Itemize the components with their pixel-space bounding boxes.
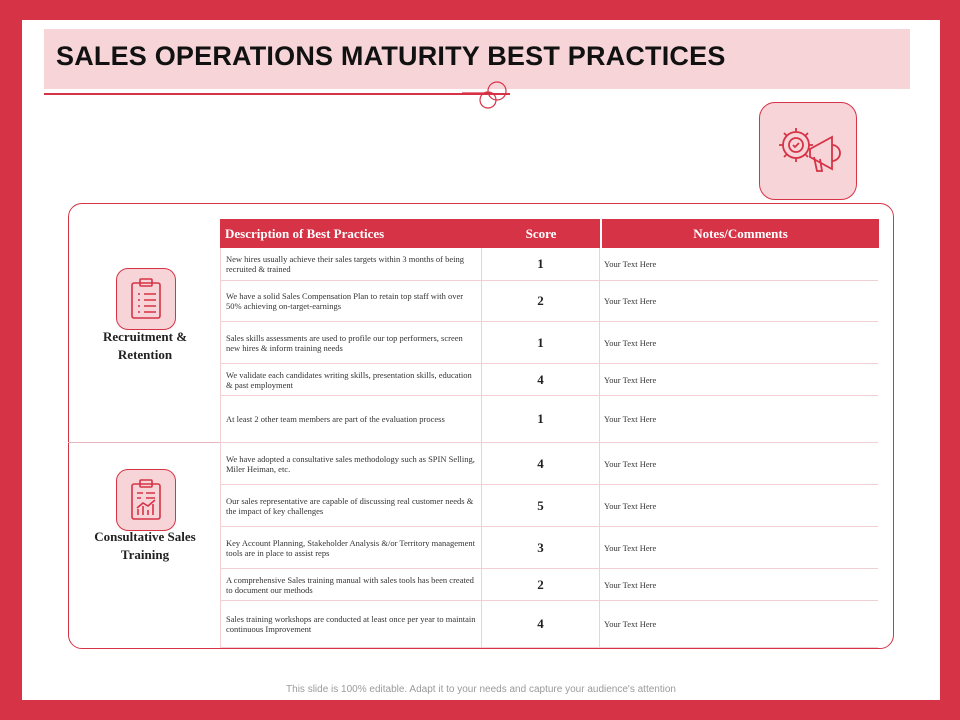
table-row — [220, 396, 878, 443]
practice-description: We have adopted a consultative sales methodology such as SPIN Selling, Miler Heiman, etc. — [220, 443, 482, 484]
notes-cell: Your Text Here — [604, 458, 657, 469]
table-row — [220, 443, 878, 485]
group-label-training: Consultative Sales Training — [94, 529, 196, 562]
table-row — [220, 527, 878, 569]
table-row — [220, 485, 878, 527]
score-value: 3 — [482, 527, 600, 568]
score-value: 4 — [482, 443, 600, 484]
notes-cell: Your Text Here — [604, 296, 657, 306]
score-value: 5 — [482, 485, 600, 526]
table-row — [220, 322, 878, 364]
score-value: 1 — [482, 322, 600, 363]
table-row — [220, 281, 878, 322]
score-value: 4 — [482, 601, 600, 647]
column-header-score: Score — [482, 219, 600, 248]
title-underline — [44, 93, 510, 95]
column-header-notes: Notes/Comments — [601, 219, 879, 248]
slide — [22, 20, 940, 700]
score-value: 2 — [482, 281, 600, 321]
gear-megaphone-icon — [759, 102, 857, 200]
table-row — [220, 248, 878, 281]
score-value: 1 — [482, 248, 600, 280]
practice-description: We validate each candidates writing skills, presentation skills, education & past employment — [220, 364, 482, 395]
score-value: 2 — [482, 569, 600, 600]
practice-description: Sales skills assessments are used to profile our top performers, screen new hires & inform training needs — [220, 322, 482, 363]
notes-cell: Your Text Here — [604, 374, 657, 385]
practice-description: Key Account Planning, Stakeholder Analysis &/or Territory management tools are in place to assist reps — [220, 527, 482, 568]
practice-description: Our sales representative are capable of discussing real customer needs & the impact of key challenges — [220, 485, 482, 526]
practice-description: At least 2 other team members are part of the evaluation process — [220, 396, 482, 442]
score-value: 4 — [482, 364, 600, 395]
footer-note: This slide is 100% editable. Adapt it to your needs and capture your audience's attention — [286, 684, 676, 695]
notes-cell: Your Text Here — [604, 542, 657, 553]
notes-cell: Your Text Here — [604, 337, 657, 348]
clipboard-list-icon — [116, 268, 176, 330]
practice-description: We have a solid Sales Compensation Plan to retain top staff with over 50% achieving on-target-earnings — [220, 281, 482, 321]
practice-description: Sales training workshops are conducted at least once per year to maintain continuous Improvement — [220, 601, 482, 647]
table-row — [220, 601, 878, 648]
notes-cell: Your Text Here — [604, 619, 657, 629]
notes-cell: Your Text Here — [604, 579, 657, 590]
table-row — [220, 569, 878, 601]
table-row — [220, 364, 878, 396]
clipboard-chart-icon — [116, 469, 176, 531]
group-divider — [68, 442, 220, 443]
column-header-description: Description of Best Practices — [220, 219, 482, 248]
practice-description: A comprehensive Sales training manual with sales tools has been created to document our methods — [220, 569, 482, 600]
page-title: SALES OPERATIONS MATURITY BEST PRACTICES — [56, 41, 726, 71]
notes-cell: Your Text Here — [604, 500, 657, 511]
notes-cell: Your Text Here — [604, 414, 657, 424]
group-label-recruitment: Recruitment & Retention — [102, 329, 188, 362]
swirl-ornament-icon — [460, 80, 510, 110]
notes-cell: Your Text Here — [604, 259, 657, 269]
practice-description: New hires usually achieve their sales targets within 3 months of being recruited & trained — [220, 248, 482, 280]
score-value: 1 — [482, 396, 600, 442]
